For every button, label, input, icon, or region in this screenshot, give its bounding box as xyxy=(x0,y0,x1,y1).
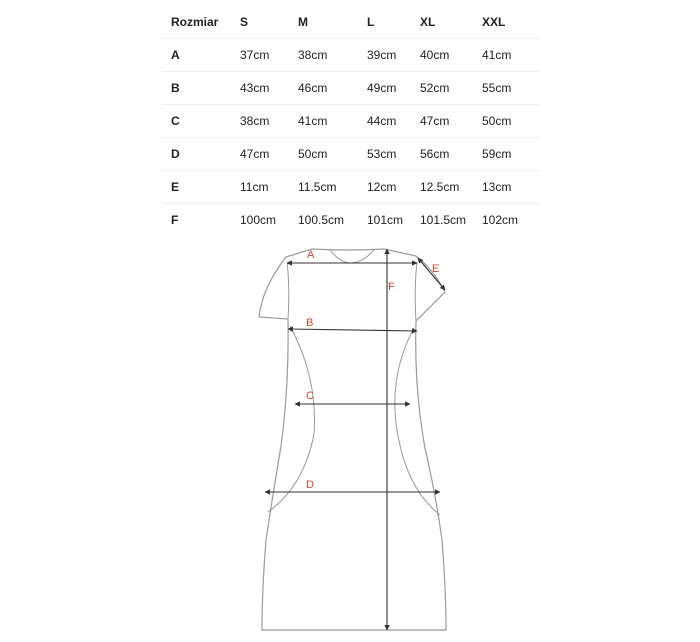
table-cell: 47cm xyxy=(411,105,473,138)
label-c: C xyxy=(306,390,314,402)
table-cell: 53cm xyxy=(358,138,411,171)
table-cell: 11cm xyxy=(231,171,289,204)
header-size-xxl: XXL xyxy=(473,6,540,39)
table-cell: 50cm xyxy=(289,138,358,171)
label-e: E xyxy=(432,263,440,275)
dress-left-side xyxy=(259,249,354,630)
measurement-labels xyxy=(306,249,439,491)
table-cell: 50cm xyxy=(473,105,540,138)
table-cell: 56cm xyxy=(411,138,473,171)
table-cell: 11.5cm xyxy=(289,171,358,204)
arrow-b xyxy=(288,329,417,331)
table-cell: 46cm xyxy=(289,72,358,105)
table-cell: 37cm xyxy=(231,39,289,72)
table-cell: 100cm xyxy=(240,213,277,227)
left-armhole xyxy=(287,262,289,319)
table-cell: 44cm xyxy=(358,105,411,138)
row-label: B xyxy=(162,72,231,105)
front-neck-curve xyxy=(330,250,374,263)
table-cell: 40cm xyxy=(411,39,473,72)
label-b: B xyxy=(306,317,314,329)
header-size-m: M xyxy=(289,6,358,39)
table-cell: 41cm xyxy=(473,39,540,72)
row-label: F xyxy=(171,213,179,227)
label-d: D xyxy=(306,479,314,491)
dress-outline xyxy=(259,249,446,630)
table-cell: 59cm xyxy=(473,138,540,171)
table-cell: 100.5cm xyxy=(298,213,345,227)
table-cell: 49cm xyxy=(358,72,411,105)
header-size-l: L xyxy=(358,6,411,39)
header-size-xl: XL xyxy=(411,6,473,39)
row-label: A xyxy=(162,39,231,72)
table-cell: 101cm xyxy=(367,213,404,227)
table-cell: 13cm xyxy=(473,171,540,204)
header-rozmiar: Rozmiar xyxy=(162,6,231,39)
right-armhole xyxy=(415,262,417,321)
table-cell: 12.5cm xyxy=(411,171,473,204)
table-cell: 39cm xyxy=(358,39,411,72)
table-cell: 47cm xyxy=(231,138,289,171)
measurement-arrows xyxy=(265,249,445,630)
table-cell: 52cm xyxy=(411,72,473,105)
row-label: E xyxy=(162,171,231,204)
label-f: F xyxy=(388,281,395,293)
header-size-s: S xyxy=(231,6,289,39)
neckline xyxy=(312,249,384,250)
table-cell: 101.5cm xyxy=(420,213,467,227)
table-cell: 12cm xyxy=(358,171,411,204)
dress-right-side xyxy=(354,249,446,630)
table-cell: 38cm xyxy=(231,105,289,138)
table-cell: 43cm xyxy=(231,72,289,105)
row-label: C xyxy=(162,105,231,138)
row-label: D xyxy=(162,138,231,171)
table-cell: 41cm xyxy=(289,105,358,138)
table-cell: 102cm xyxy=(482,213,519,227)
label-a: A xyxy=(307,249,315,261)
table-cell: 55cm xyxy=(473,72,540,105)
table-cell: 38cm xyxy=(289,39,358,72)
